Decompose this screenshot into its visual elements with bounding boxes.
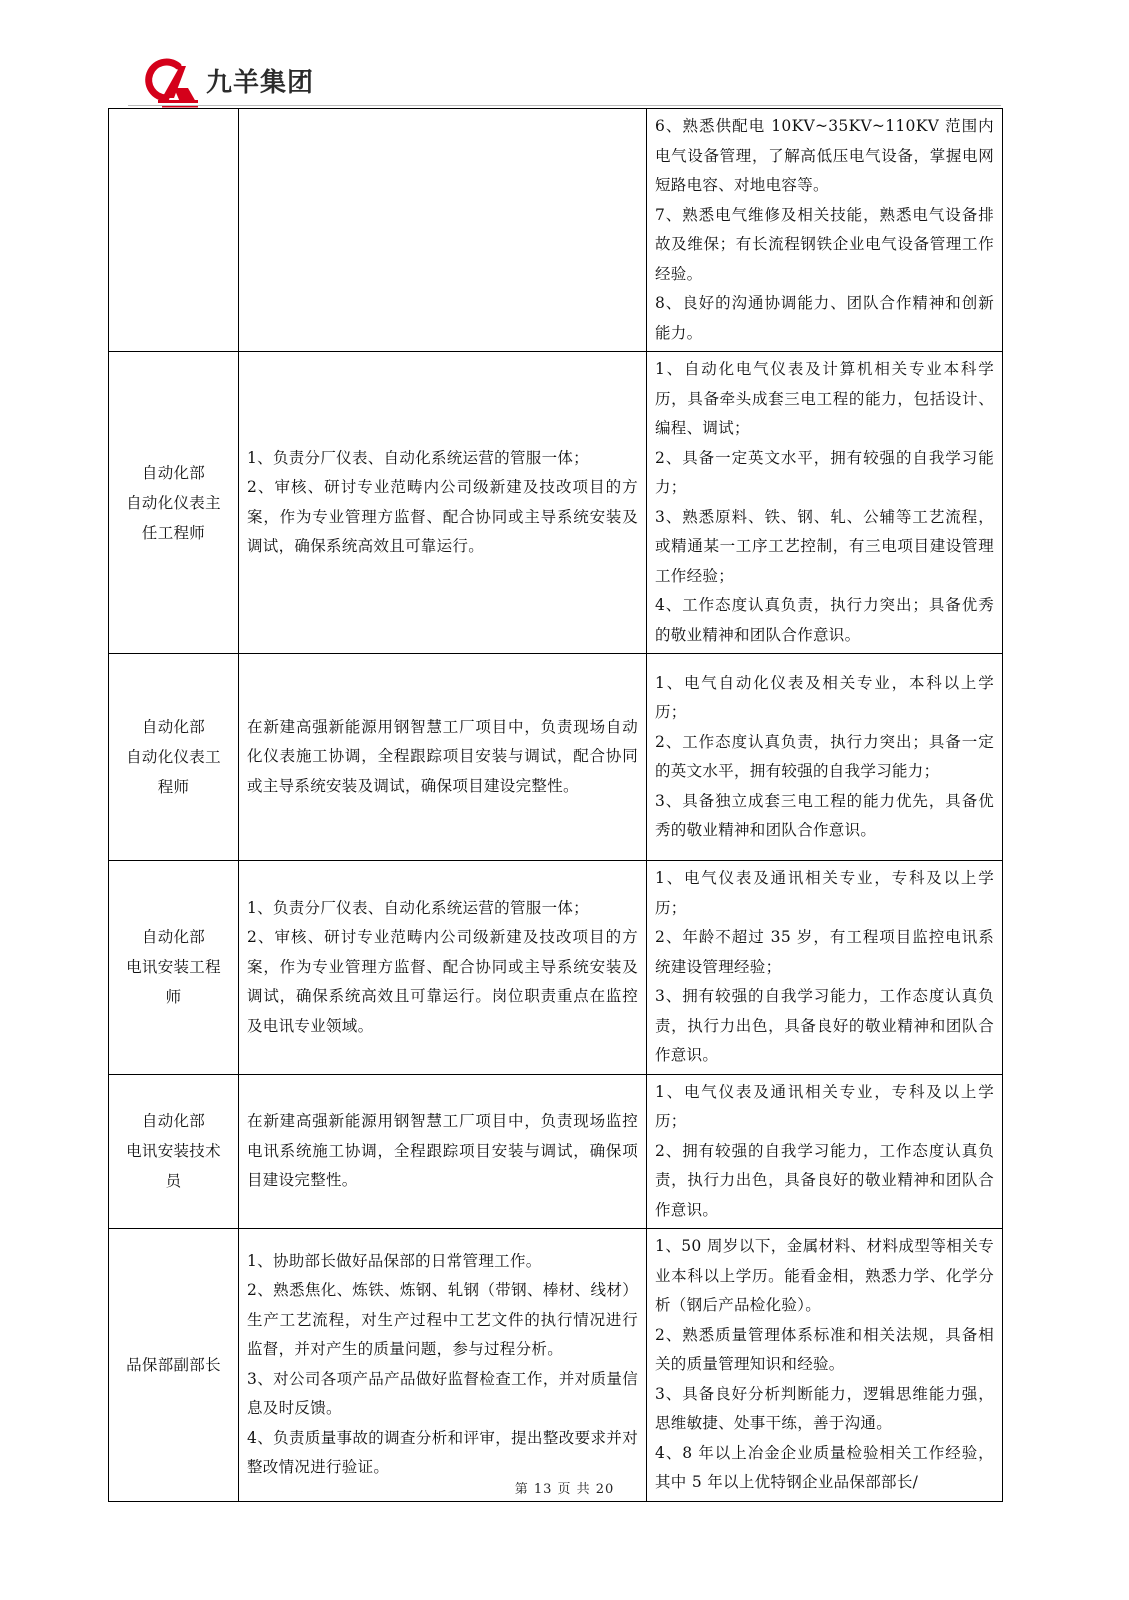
position-cell: [109, 1229, 239, 1502]
requirement-item: 8、良好的沟通协调能力、团队合作精神和创新能力。: [655, 294, 994, 342]
requirements-cell: [647, 1229, 1003, 1502]
position-line: 任工程师: [141, 523, 206, 542]
position-line: 电讯安装技术: [126, 1142, 221, 1161]
requirement-item: 2、工作态度认真负责，执行力突出；具备一定的英文水平，拥有较强的自我学习能力；: [655, 732, 994, 780]
requirement-item: 6、熟悉供配电 10KV~35KV~110KV 范围内电气设备管理，了解高低压电气设备，掌握电网短路电容、对地电容等。: [655, 117, 994, 194]
duty-item: 1、负责分厂仪表、自动化系统运营的管服一体；: [247, 448, 589, 467]
requirements-cell: [647, 109, 1003, 352]
position-line: 师: [165, 988, 182, 1007]
table-row: [109, 861, 1003, 1075]
table-row: [109, 654, 1003, 861]
duty-item: 2、审核、研讨专业范畴内公司级新建及技改项目的方案，作为专业管理方监督、配合协同或主导系统安装及调试，确保系统高效且可靠运行。: [247, 478, 638, 555]
position-line: 员: [165, 1172, 182, 1191]
position-line: 自动化部: [141, 463, 206, 482]
table-row: [109, 1074, 1003, 1229]
position-line: 自动化部: [141, 928, 206, 947]
requirement-item: 3、拥有较强的自我学习能力，工作态度认真负责，执行力出色，具备良好的敬业精神和团队合作意识。: [655, 987, 994, 1064]
page-header: [140, 52, 340, 108]
header-divider: [128, 105, 1001, 106]
requirements-cell: [647, 352, 1003, 654]
requirement-item: 2、拥有较强的自我学习能力，工作态度认真负责，执行力出色，具备良好的敬业精神和团队合作意识。: [655, 1141, 994, 1219]
duties-cell: [239, 1074, 647, 1229]
duties-cell: [239, 352, 647, 654]
table-row: [109, 1229, 1003, 1502]
position-cell: [109, 861, 239, 1075]
requirement-item: 1、自动化电气仪表及计算机相关专业本科学历，具备牵头成套三电工程的能力，包括设计、编程、调试；: [655, 360, 994, 437]
duty-item: 2、审核、研讨专业范畴内公司级新建及技改项目的方案，作为专业管理方监督、配合协同或主导系统安装及调试，确保系统高效且可靠运行。岗位职责重点在监控及电讯专业领域。: [247, 928, 638, 1035]
requirements-cell: [647, 654, 1003, 861]
duties-cell: [239, 109, 647, 352]
requirement-item: 7、熟悉电气维修及相关技能，熟悉电气设备排故及维保；有长流程钢铁企业电气设备管理工作经验。: [655, 205, 994, 283]
requirement-item: 2、具备一定英文水平，拥有较强的自我学习能力；: [655, 448, 994, 496]
requirement-item: 3、熟悉原料、铁、钢、轧、公辅等工艺流程，或精通某一工序工艺控制，有三电项目建设管理工作经验；: [655, 507, 994, 585]
requirement-item: 4、工作态度认真负责，执行力突出；具备优秀的敬业精神和团队合作意识。: [655, 596, 994, 644]
position-line: 品保部副部长: [126, 1355, 221, 1374]
duty-item: 1、协助部长做好品保部的日常管理工作。: [247, 1251, 542, 1270]
requirement-item: 4、8 年以上冶金企业质量检验相关工作经验，其中 5 年以上优特钢企业品保部部长/: [655, 1443, 994, 1491]
page-footer: 第 13 页 共 20: [514, 1482, 615, 1497]
duties-cell: [239, 1229, 647, 1502]
requirement-item: 3、具备良好分析判断能力，逻辑思维能力强，思维敏捷、处事干练，善于沟通。: [655, 1384, 994, 1432]
position-line: 程师: [157, 778, 190, 796]
position-cell: [109, 654, 239, 861]
position-line: 自动化部: [141, 1112, 206, 1131]
duty-item: 3、对公司各项产品产品做好监督检查工作，并对质量信息及时反馈。: [247, 1369, 638, 1418]
duty-item: 4、负责质量事故的调查分析和评审，提出整改要求并对整改情况进行验证。: [247, 1428, 638, 1477]
position-cell: [109, 352, 239, 654]
requirement-item: 2、熟悉质量管理体系标准和相关法规，具备相关的质量管理知识和经验。: [655, 1325, 994, 1373]
position-line: 自动化仪表工: [126, 748, 221, 766]
duties-cell: [239, 654, 647, 861]
requirement-item: 1、电气仪表及通讯相关专业，专科及以上学历；: [655, 1082, 994, 1130]
requirement-item: 1、电气仪表及通讯相关专业，专科及以上学历；: [655, 869, 994, 917]
requirement-item: 3、具备独立成套三电工程的能力优先，具备优秀的敬业精神和团队合作意识。: [655, 791, 994, 839]
duty-item: 1、负责分厂仪表、自动化系统运营的管服一体；: [247, 898, 589, 917]
job-table: [108, 108, 1003, 1502]
requirement-item: 2、年龄不超过 35 岁，有工程项目监控电讯系统建设管理经验；: [655, 928, 994, 976]
jiuyang-logo-icon: [140, 52, 204, 108]
duties-cell: [239, 861, 647, 1075]
duty-item: 2、熟悉焦化、炼铁、炼钢、轧钢（带钢、棒材、线材）生产工艺流程，对生产过程中工艺文件的执行情况进行监督，并对产生的质量问题，参与过程分析。: [247, 1281, 638, 1359]
duty-item: 在新建高强新能源用钢智慧工厂项目中，负责现场自动化仪表施工协调，全程跟踪项目安装与调试，配合协同或主导系统安装及调试，确保项目建设完整性。: [247, 717, 638, 795]
table-row: [109, 352, 1003, 654]
duty-item: 在新建高强新能源用钢智慧工厂项目中，负责现场监控电讯系统施工协调，全程跟踪项目安装与调试，确保项目建设完整性。: [247, 1112, 638, 1189]
brand-name: 九羊集团: [206, 68, 315, 98]
position-line: 电讯安装工程: [126, 958, 221, 977]
requirements-cell: [647, 1074, 1003, 1229]
requirements-cell: [647, 861, 1003, 1075]
position-line: 自动化仪表主: [126, 493, 221, 512]
requirement-item: 1、50 周岁以下，金属材料、材料成型等相关专业本科以上学历。能看金相，熟悉力学、化学分析（钢后产品检化验）。: [655, 1237, 994, 1314]
position-cell: [109, 109, 239, 352]
position-cell: [109, 1074, 239, 1229]
position-line: 自动化部: [141, 718, 206, 736]
table-row: [109, 109, 1003, 352]
requirement-item: 1、电气自动化仪表及相关专业，本科以上学历；: [655, 673, 994, 721]
